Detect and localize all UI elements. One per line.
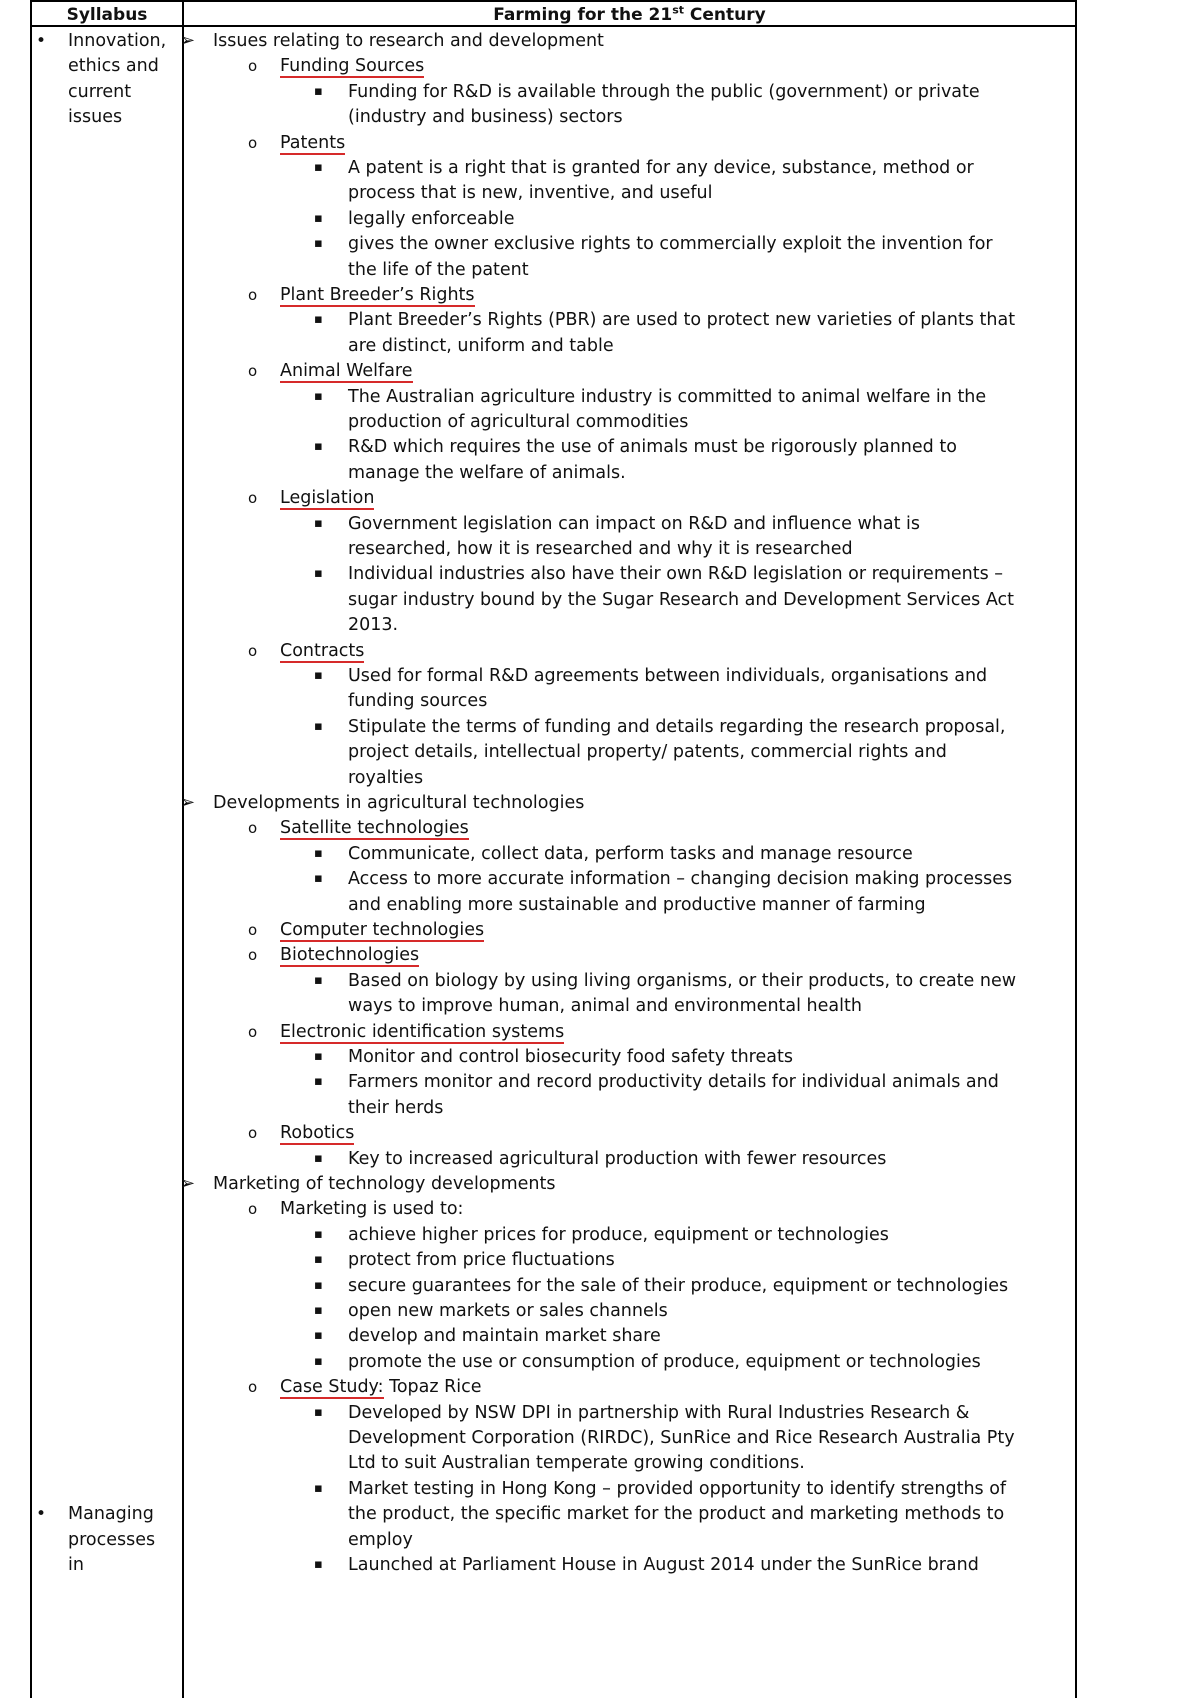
content-line-level-3 — [314, 1349, 981, 1375]
square-bullet-icon: ▪ — [314, 668, 323, 683]
topic-heading: Funding Sources — [280, 56, 425, 77]
table-header-row — [32, 0, 1075, 27]
square-bullet-icon: ▪ — [314, 1480, 323, 1496]
content-line-level-2 — [248, 815, 469, 841]
syllabus-point-text: ethics and — [68, 56, 159, 77]
dot-bullet-icon: • — [36, 1504, 47, 1525]
content-line-level-3 — [348, 180, 712, 206]
line-text: manage the welfare of animals. — [348, 462, 626, 483]
content-line-level-2 — [248, 638, 365, 664]
line-text: 2013. — [348, 615, 399, 636]
topic-heading: Contracts — [280, 640, 365, 661]
content-line-level-1 — [180, 1171, 556, 1197]
syllabus-column-header: Syllabus — [66, 5, 148, 25]
line-text: Key to increased agricultural production with fewer resources — [348, 1148, 887, 1169]
content-line-level-3 — [348, 104, 623, 130]
content-line-level-3 — [348, 1501, 1004, 1527]
circle-bullet-icon: o — [248, 1022, 258, 1041]
content-line-level-3 — [348, 460, 626, 486]
syllabus-point-text: Managing — [68, 1504, 154, 1525]
square-bullet-icon: ▪ — [314, 312, 323, 328]
content-line-level-3 — [314, 1298, 668, 1324]
square-bullet-icon: ▪ — [314, 566, 323, 582]
line-text: Marketing is used to: — [280, 1199, 464, 1220]
content-line-level-3 — [348, 587, 1014, 613]
line-text: funding sources — [348, 691, 488, 712]
content-line-level-3 — [314, 1552, 979, 1578]
line-text: Ltd to suit Australian temperate growing conditions. — [348, 1453, 805, 1474]
square-bullet-icon: ▪ — [314, 160, 323, 175]
line-text: are distinct, uniform and table — [348, 335, 614, 356]
content-line-level-3 — [348, 1527, 413, 1553]
line-text: develop and maintain market share — [348, 1326, 661, 1347]
line-text: Development Corporation (RIRDC), SunRice and Rice Research Australia Pty — [348, 1428, 1015, 1448]
line-text: production of agricultural commodities — [348, 412, 689, 432]
line-text: Marketing of technology developments — [213, 1174, 556, 1194]
line-text: Market testing in Hong Kong – provided opportunity to identify strengths of — [348, 1478, 1007, 1499]
content-line-level-3 — [348, 1450, 805, 1476]
line-text: Monitor and control biosecurity food safety threats — [348, 1047, 793, 1067]
square-bullet-icon: ▪ — [314, 1557, 323, 1572]
syllabus-point-text: current — [68, 81, 132, 102]
content-line-level-2 — [248, 1374, 482, 1400]
line-text: researched, how it is researched and why it is researched — [348, 539, 853, 559]
square-bullet-icon: ▪ — [314, 1404, 323, 1420]
topic-heading: Plant Breeder’s Rights — [280, 285, 475, 305]
square-bullet-icon: ▪ — [314, 1303, 323, 1318]
content-line-level-3 — [348, 688, 487, 714]
content-line-level-3 — [314, 511, 920, 537]
circle-bullet-icon: o — [248, 489, 258, 508]
line-text: Issues relating to research and development — [213, 31, 604, 51]
content-line-level-2 — [248, 1019, 565, 1045]
square-bullet-icon: ▪ — [314, 210, 323, 226]
line-text: secure guarantees for the sale of their produce, equipment or technologies — [348, 1275, 1009, 1296]
topic-heading: Animal Welfare — [280, 361, 413, 382]
content-line-level-2 — [248, 282, 475, 308]
line-text: Developments in agricultural technologies — [213, 793, 585, 813]
line-text: open new markets or sales channels — [348, 1301, 668, 1321]
line-text: the product, the specific market for the product and marketing methods to — [348, 1504, 1005, 1525]
line-text: Plant Breeder’s Rights (PBR) are used to protect new varieties of plants that — [348, 310, 1016, 331]
content-line-level-3 — [314, 1476, 1007, 1502]
line-text: project details, intellectual property/ patents, commercial rights and — [348, 742, 947, 763]
square-bullet-icon: ▪ — [314, 439, 323, 455]
content-line-level-3 — [348, 892, 926, 918]
line-text: The Australian agriculture industry is committed to animal welfare in the — [348, 386, 987, 407]
line-text: A patent is a right that is granted for any device, substance, method or — [348, 158, 974, 178]
content-line-level-3 — [348, 612, 398, 638]
content-line-level-3 — [314, 434, 957, 460]
arrow-bullet-icon: ➢ — [180, 792, 196, 813]
circle-bullet-icon: o — [248, 921, 258, 939]
line-text: R&D which requires the use of animals must be rigorously planned to — [348, 437, 957, 458]
syllabus-point-text: in — [68, 1555, 84, 1575]
content-line-level-3 — [314, 1323, 661, 1349]
content-line-level-2 — [248, 917, 485, 943]
syllabus-line — [36, 28, 167, 54]
syllabus-table — [30, 0, 1077, 1698]
content-line-level-3 — [314, 206, 515, 232]
title-superscript: st — [672, 3, 684, 17]
line-text: protect from price fluctuations — [348, 1250, 615, 1271]
square-bullet-icon: ▪ — [314, 1150, 323, 1166]
arrow-bullet-icon: ➢ — [180, 1173, 196, 1194]
circle-bullet-icon: o — [248, 1124, 258, 1143]
square-bullet-icon: ▪ — [314, 83, 323, 99]
line-text: royalties — [348, 767, 424, 788]
content-line-level-3 — [314, 1273, 1009, 1299]
topic-heading: Legislation — [280, 488, 375, 509]
content-line-level-3 — [314, 1069, 999, 1095]
line-text: and enabling more sustainable and productive manner of farming — [348, 894, 926, 915]
column-divider — [182, 0, 184, 1698]
line-text: Stipulate the terms of funding and details regarding the research proposal, — [348, 716, 1006, 737]
square-bullet-icon: ▪ — [314, 972, 323, 988]
syllabus-line — [68, 1527, 155, 1553]
line-text: (industry and business) sectors — [348, 107, 623, 128]
topic-heading: Robotics — [280, 1123, 355, 1144]
syllabus-line — [36, 1501, 154, 1527]
topic-heading-tail: Topaz Rice — [383, 1377, 482, 1398]
square-bullet-icon: ▪ — [314, 515, 323, 531]
content-line-level-3 — [314, 663, 988, 689]
square-bullet-icon: ▪ — [314, 1328, 323, 1344]
content-line-level-3 — [314, 1247, 615, 1273]
content-line-level-3 — [348, 409, 688, 435]
syllabus-line — [68, 1552, 84, 1578]
content-line-level-3 — [314, 307, 1016, 333]
content-line-level-2 — [248, 130, 346, 156]
topic-heading: Case Study: — [280, 1377, 384, 1398]
content-line-level-1 — [180, 790, 585, 816]
line-text: Government legislation can impact on R&D and influence what is — [348, 513, 920, 534]
content-line-level-3 — [348, 739, 947, 765]
main-column-header — [184, 4, 1075, 26]
line-text: Funding for R&D is available through the public (government) or private — [348, 81, 980, 102]
content-line-level-3 — [348, 257, 529, 283]
title-tail: Century — [684, 5, 766, 25]
content-line-level-3 — [348, 1425, 1015, 1451]
content-line-level-3 — [348, 765, 423, 791]
circle-bullet-icon: o — [248, 57, 258, 76]
content-line-level-3 — [314, 968, 1017, 994]
content-line-level-3 — [314, 1044, 793, 1070]
content-line-level-3 — [348, 536, 853, 562]
circle-bullet-icon: o — [248, 133, 258, 152]
line-text: legally enforceable — [348, 208, 515, 229]
content-line-level-2 — [248, 485, 375, 511]
line-text: Developed by NSW DPI in partnership with Rural Industries Research & — [348, 1402, 970, 1423]
syllabus-line — [68, 104, 122, 130]
content-line-level-3 — [314, 231, 993, 257]
line-text: Communicate, collect data, perform tasks and manage resource — [348, 843, 913, 864]
square-bullet-icon: ▪ — [314, 1049, 323, 1064]
line-text: achieve higher prices for produce, equipment or technologies — [348, 1224, 889, 1245]
circle-bullet-icon: o — [248, 946, 258, 965]
square-bullet-icon: ▪ — [314, 845, 323, 861]
square-bullet-icon: ▪ — [314, 871, 323, 887]
circle-bullet-icon: o — [248, 641, 258, 660]
title-text: Farming for the 21 — [493, 5, 673, 25]
content-line-level-3 — [314, 714, 1006, 740]
content-line-level-2 — [248, 1196, 464, 1222]
content-line-level-3 — [348, 993, 862, 1019]
square-bullet-icon: ▪ — [314, 1353, 323, 1369]
syllabus-line — [68, 79, 131, 105]
content-line-level-2 — [248, 942, 420, 968]
line-text: Launched at Parliament House in August 2014 under the SunRice brand — [348, 1555, 979, 1575]
line-text: ways to improve human, animal and environmental health — [348, 996, 862, 1017]
content-line-level-3 — [348, 1095, 443, 1121]
topic-heading: Computer technologies — [280, 920, 485, 940]
content-line-level-2 — [248, 358, 413, 384]
square-bullet-icon: ▪ — [314, 1252, 323, 1268]
circle-bullet-icon: o — [248, 819, 258, 838]
circle-bullet-icon: o — [248, 286, 258, 304]
content-line-level-3 — [314, 384, 987, 410]
square-bullet-icon: ▪ — [314, 1226, 323, 1242]
line-text: Based on biology by using living organisms, or their products, to create new — [348, 970, 1017, 991]
content-line-level-3 — [314, 155, 974, 181]
content-line-level-3 — [314, 79, 980, 105]
line-text: Access to more accurate information – changing decision making processes — [348, 869, 1013, 890]
content-line-level-3 — [314, 1400, 970, 1426]
arrow-bullet-icon: ➢ — [180, 30, 196, 51]
line-text: the life of the patent — [348, 259, 529, 280]
line-text: their herds — [348, 1097, 444, 1118]
square-bullet-icon: ▪ — [314, 1074, 323, 1090]
square-bullet-icon: ▪ — [314, 1277, 323, 1293]
content-line-level-2 — [248, 53, 425, 79]
content-line-level-3 — [314, 561, 1004, 587]
syllabus-point-text: processes — [68, 1529, 156, 1550]
content-line-level-1 — [180, 28, 604, 54]
syllabus-point-text: Innovation, — [68, 31, 167, 51]
line-text: employ — [348, 1529, 413, 1550]
topic-heading: Electronic identification systems — [280, 1021, 565, 1042]
line-text: Used for formal R&D agreements between individuals, organisations and — [348, 666, 988, 686]
circle-bullet-icon: o — [248, 1378, 258, 1397]
content-line-level-3 — [348, 333, 614, 359]
circle-bullet-icon: o — [248, 1200, 258, 1219]
topic-heading: Biotechnologies — [280, 945, 420, 966]
line-text: gives the owner exclusive rights to commercially exploit the invention for — [348, 234, 993, 255]
square-bullet-icon: ▪ — [314, 388, 323, 404]
topic-heading: Satellite technologies — [280, 818, 469, 839]
content-line-level-3 — [314, 841, 913, 867]
content-line-level-3 — [314, 1146, 887, 1172]
line-text: Individual industries also have their own R&D legislation or requirements – — [348, 564, 1004, 585]
line-text: process that is new, inventive, and useful — [348, 183, 713, 204]
content-line-level-3 — [314, 1222, 889, 1248]
line-text: sugar industry bound by the Sugar Research and Development Services Act — [348, 589, 1015, 610]
square-bullet-icon: ▪ — [314, 718, 323, 734]
content-line-level-3 — [314, 866, 1013, 892]
syllabus-line — [68, 53, 159, 79]
line-text: Farmers monitor and record productivity details for individual animals and — [348, 1072, 999, 1093]
dot-bullet-icon: • — [36, 31, 47, 51]
syllabus-point-text: issues — [68, 107, 123, 128]
line-text: promote the use or consumption of produce, equipment or technologies — [348, 1351, 981, 1372]
content-line-level-2 — [248, 1120, 355, 1146]
topic-heading: Patents — [280, 132, 346, 153]
square-bullet-icon: ▪ — [314, 236, 323, 252]
circle-bullet-icon: o — [248, 362, 258, 381]
